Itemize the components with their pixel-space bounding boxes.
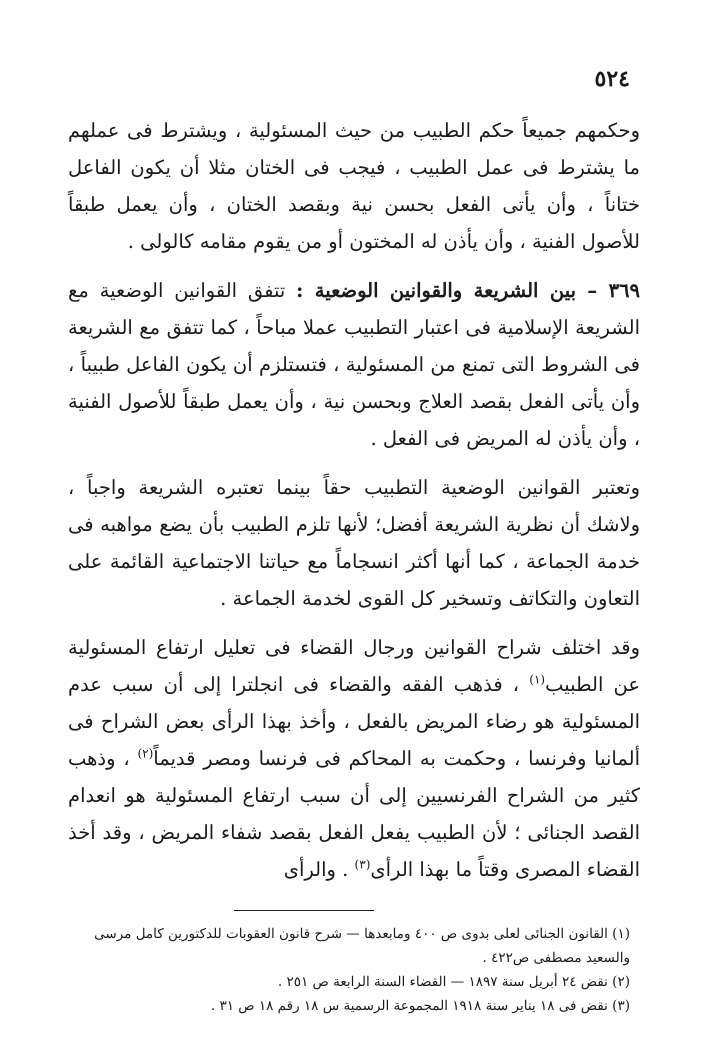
paragraph-3: وتعتبر القوانين الوضعية التطبيب حقاً بينما تعتبره الشريعة واجباً ، ولاشك أن نظرية الشريعة أفضل؛ لأنها تلزم الطبيب بأن يضع مواهبه فى خدمة الجماعة ، كما أنها أكثر انسجاماً مع حياتنا الاجتماعية القائمة على التعاون والتكاتف وتسخير كل القوى لخدمة الجماعة .	[68, 476, 640, 610]
footnotes	[60, 922, 630, 1018]
footnote-ref-2[interactable]: (٢)	[137, 746, 154, 761]
paragraph-4-part-d: . والرأى	[283, 858, 349, 881]
footnote-ref-1[interactable]: (١)	[529, 672, 546, 687]
page-number: ٥٢٤	[594, 66, 630, 92]
paragraph-1: وحكمهم جميعاً حكم الطبيب من حيث المسئولية ، ويشترط فى عملهم ما يشترط فى عمل الطبيب ، فيجب فى الختان مثلا أن يكون الفاعل ختاناً ، وأن يأتى الفعل بحسن نية وبقصد الختان ، وأن يعمل طبقاً للأصول الفنية ، وأن يأذن له المختون أو من يقوم مقامه كالولى .	[68, 119, 640, 253]
footnote-ref-3[interactable]: (٣)	[354, 857, 371, 872]
paragraph-4-part-c: ، وذهب كثير من الشراح الفرنسيين إلى أن سبب ارتفاع المسئولية هو انعدام القصد الجنائى ؛ لأن الطبيب يفعل الفعل بقصد شفاء المريض ، وقد أخذ القضاء المصرى وقتاً ما بهذا الرأى	[68, 747, 640, 881]
paragraph-2-text: تتفق القوانين الوضعية مع الشريعة الإسلامية فى اعتبار التطبيب عملا مباحاً ، كما تتفق مع الشريعة فى الشروط التى تمنع من المسئولية ، فتستلزم أن يكون الفاعل طبيباً ، وأن يأتى الفعل بقصد العلاج وبحسن نية ، وأن يعمل طبقاً للأصول الفنية ، وأن يأذن له المريض فى الفعل .	[68, 279, 640, 450]
footnote-1: (١) القانون الجنائى لعلى بدوى ص ٤٠٠ ومابعدها — شرح قانون العقوبات للدكتورين كامل مرسى والسعيد مصطفى ص٤٢٢ .	[94, 926, 630, 966]
footnote-3: (٣) نقض فى ١٨ يناير سنة ١٩١٨ المجموعة الرسمية س ١٨ رقم ١٨ ص ٣١ .	[210, 998, 630, 1014]
section-heading: ٣٦٩ – بين الشريعة والقوانين الوضعية :	[296, 279, 640, 302]
footnote-divider	[234, 910, 374, 911]
paragraph-4-part-b: ، فذهب الفقه والقضاء فى انجلترا إلى أن سبب عدم المسئولية هو رضاء المريض بالفعل ، وأخذ بهذا الرأى بعض الشراح فى ألمانيا وفرنسا ، وحكمت به المحاكم فى فرنسا ومصر قديماً	[68, 673, 640, 770]
footnote-2: (٢) نقض ٢٤ أبريل سنة ١٨٩٧ — القضاء السنة الرابعة ص ٢٥١ .	[277, 974, 630, 990]
paragraph-2	[68, 272, 640, 457]
body-text	[68, 112, 640, 900]
paragraph-4-part-a: وقد اختلف شراح القوانين ورجال القضاء فى تعليل ارتفاع المسئولية عن الطبيب	[68, 636, 641, 696]
paragraph-4	[68, 629, 640, 888]
